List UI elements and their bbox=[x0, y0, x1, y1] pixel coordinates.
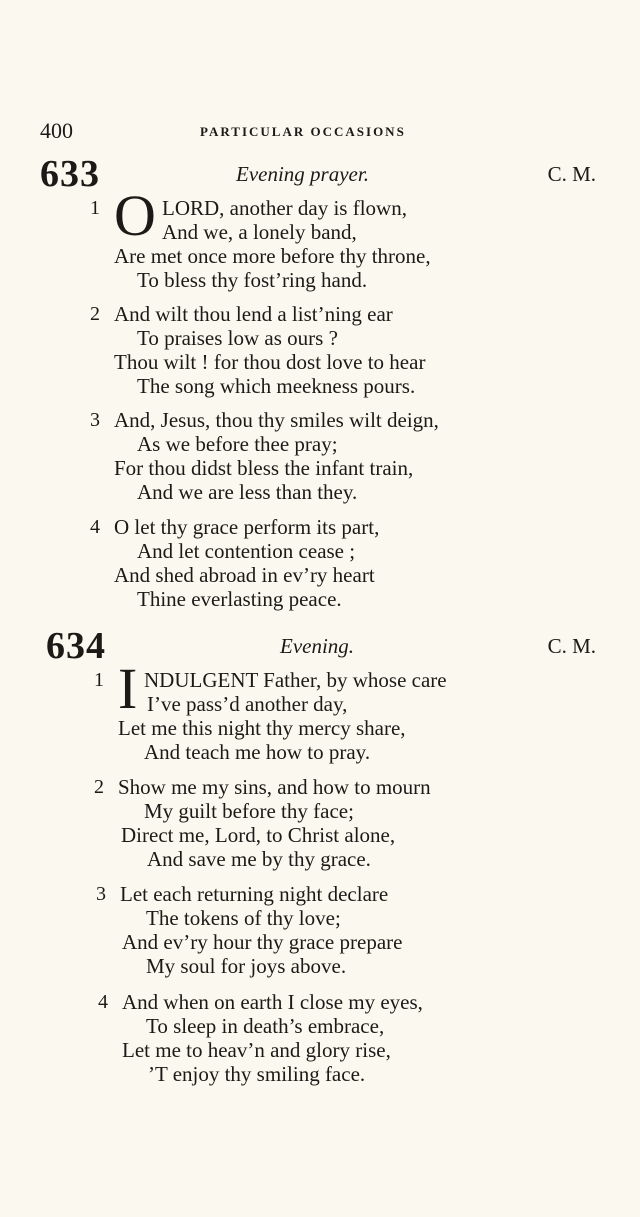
verse-line: And we are less than they. bbox=[137, 480, 358, 504]
verse-line: To praises low as ours ? bbox=[137, 326, 338, 350]
hymn-meter: C. M. bbox=[547, 634, 596, 658]
verse-line: And shed abroad in ev’ry heart bbox=[114, 563, 375, 587]
hymn-number: 633 bbox=[40, 153, 100, 195]
drop-cap: I bbox=[118, 656, 138, 721]
verse-line: To sleep in death’s embrace, bbox=[146, 1014, 385, 1038]
hymn-meter: C. M. bbox=[547, 162, 596, 186]
verse-line: And when on earth I close my eyes, bbox=[122, 990, 423, 1014]
verse-line: Thou wilt ! for thou dost love to hear bbox=[114, 350, 426, 374]
verse-line: ’T enjoy thy smiling face. bbox=[148, 1062, 366, 1086]
verse-line: O let thy grace perform its part, bbox=[114, 515, 380, 539]
verse-line: LORD, another day is flown, bbox=[162, 196, 407, 220]
hymn-title: Evening. bbox=[280, 634, 355, 658]
verse-line: As we before thee pray; bbox=[137, 432, 338, 456]
verse-line: And we, a lonely band, bbox=[162, 220, 357, 244]
hymn-title: Evening prayer. bbox=[236, 162, 369, 186]
verse-line: Show me my sins, and how to mourn bbox=[118, 775, 431, 799]
stanza-number: 4 bbox=[90, 516, 100, 538]
verse-line: Thine everlasting peace. bbox=[137, 587, 342, 611]
verse-line: And ev’ry hour thy grace prepare bbox=[122, 930, 403, 954]
verse-line: Let each returning night declare bbox=[120, 882, 389, 906]
verse-line: And wilt thou lend a list’ning ear bbox=[114, 302, 393, 326]
page-number: 400 bbox=[40, 118, 73, 143]
verse-line: Direct me, Lord, to Christ alone, bbox=[121, 823, 396, 847]
stanza-number: 3 bbox=[90, 409, 100, 431]
section-title: PARTICULAR OCCASIONS bbox=[200, 124, 406, 139]
hymn-number: 634 bbox=[46, 625, 106, 667]
verse-line: The song which meekness pours. bbox=[137, 374, 416, 398]
verse-line: NDULGENT Father, by whose care bbox=[144, 668, 447, 692]
verse-line: I’ve pass’d another day, bbox=[147, 692, 348, 716]
verse-line: To bless thy fost’ring hand. bbox=[137, 268, 368, 292]
verse-line: My soul for joys above. bbox=[146, 954, 347, 978]
stanza-number: 2 bbox=[90, 303, 100, 325]
verse-line: And save me by thy grace. bbox=[147, 847, 371, 871]
verse-line: Are met once more before thy throne, bbox=[114, 244, 431, 268]
verse-line: The tokens of thy love; bbox=[146, 906, 341, 930]
stanza-number: 1 bbox=[94, 669, 104, 691]
verse-line: Let me to heav’n and glory rise, bbox=[122, 1038, 391, 1062]
verse-line: Let me this night thy mercy share, bbox=[118, 716, 406, 740]
verse-line: For thou didst bless the infant train, bbox=[114, 456, 414, 480]
verse-line: My guilt before thy face; bbox=[144, 799, 354, 823]
running-head bbox=[40, 118, 600, 144]
verse-line: And, Jesus, thou thy smiles wilt deign, bbox=[114, 408, 439, 432]
stanza-number: 2 bbox=[94, 776, 104, 798]
drop-cap: O bbox=[114, 183, 156, 248]
stanza-number: 3 bbox=[96, 883, 106, 905]
stanza-number: 1 bbox=[90, 197, 100, 219]
verse-line: And teach me how to pray. bbox=[144, 740, 371, 764]
verse-line: And let contention cease ; bbox=[137, 539, 356, 563]
stanza-number: 4 bbox=[98, 991, 108, 1013]
